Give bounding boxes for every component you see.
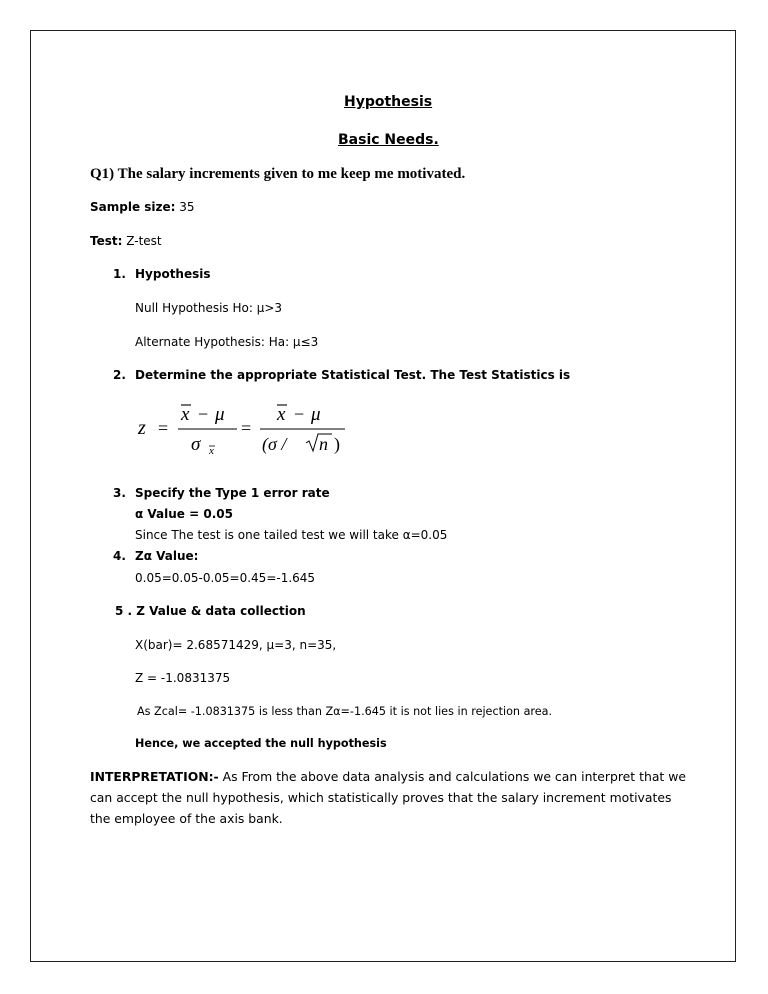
formula-graphic [134,398,364,460]
step-4-title: Zα Value: [135,549,199,563]
formula-equals-2: = [241,418,252,438]
step-1-title: Hypothesis [135,267,211,281]
question-heading: Q1) The salary increments given to me keep me motivated. [90,166,466,182]
sample-size-label: Sample size: [90,200,176,214]
fraction2-open: (σ / [262,434,287,454]
step-1-number: 1. [113,267,126,281]
alpha-note: Since The test is one tailed test we will take α=0.05 [135,528,448,542]
fraction1-sigma: σ [191,434,201,455]
fraction2-minus: − [294,404,305,424]
fraction2-xbar: x [277,404,286,425]
z-test-formula [134,398,364,460]
comparison-line: As Zcal= -1.0831375 is less than Zα=-1.645 it is not lies in rejection area. [137,705,553,718]
sample-size [90,200,195,214]
step-3-number: 3. [113,486,126,500]
alternate-hypothesis: Alternate Hypothesis: Ha: µ≤3 [135,335,319,349]
alpha-value: α Value = 0.05 [135,507,233,521]
step-1-heading [113,267,211,281]
fraction1-xbar: x [181,404,190,425]
xbar-line: X(bar)= 2.68571429, µ=3, n=35, [135,638,337,652]
sample-size-value: 35 [175,200,195,214]
fraction1-minus: − [198,404,209,424]
step-4-number: 4. [113,549,126,563]
test-type [90,234,162,248]
z-alpha-calc: 0.05=0.05-0.05=0.45=-1.645 [135,571,316,585]
test-label: Test: [90,234,123,248]
step-3-title: Specify the Type 1 error rate [135,486,330,500]
step-5-heading: 5 . Z Value & data collection [115,604,306,618]
test-value: Z-test [122,234,162,248]
z-value-line: Z = -1.0831375 [135,671,231,685]
fraction1-mu: μ [215,404,225,425]
fraction2-close: ) [334,434,340,454]
doc-title: Hypothesis [344,94,433,110]
formula-z: z [138,417,146,439]
conclusion-line: Hence, we accepted the null hypothesis [135,737,387,750]
null-hypothesis: Null Hypothesis Ho: µ>3 [135,301,283,315]
step-2-heading [113,368,570,382]
formula-equals-1: = [158,418,169,438]
step-2-number: 2. [113,368,126,382]
interpretation-label: INTERPRETATION:- [90,769,219,784]
fraction2-n: n [319,434,328,454]
step-4-heading [113,549,198,563]
step-3-heading [113,486,330,500]
fraction1-subscript-x: x [209,445,214,457]
interpretation-paragraph [90,766,690,829]
step-2-title: Determine the appropriate Statistical Test. The Test Statistics is [135,368,571,382]
interpretation-text: As From the above data analysis and calculations we can interpret that we can accept the null hypothesis, which statistically proves that the salary increment motivates the employee of the axis bank. [90,769,686,826]
fraction2-mu: μ [311,404,321,425]
doc-subtitle: Basic Needs. [338,132,439,148]
